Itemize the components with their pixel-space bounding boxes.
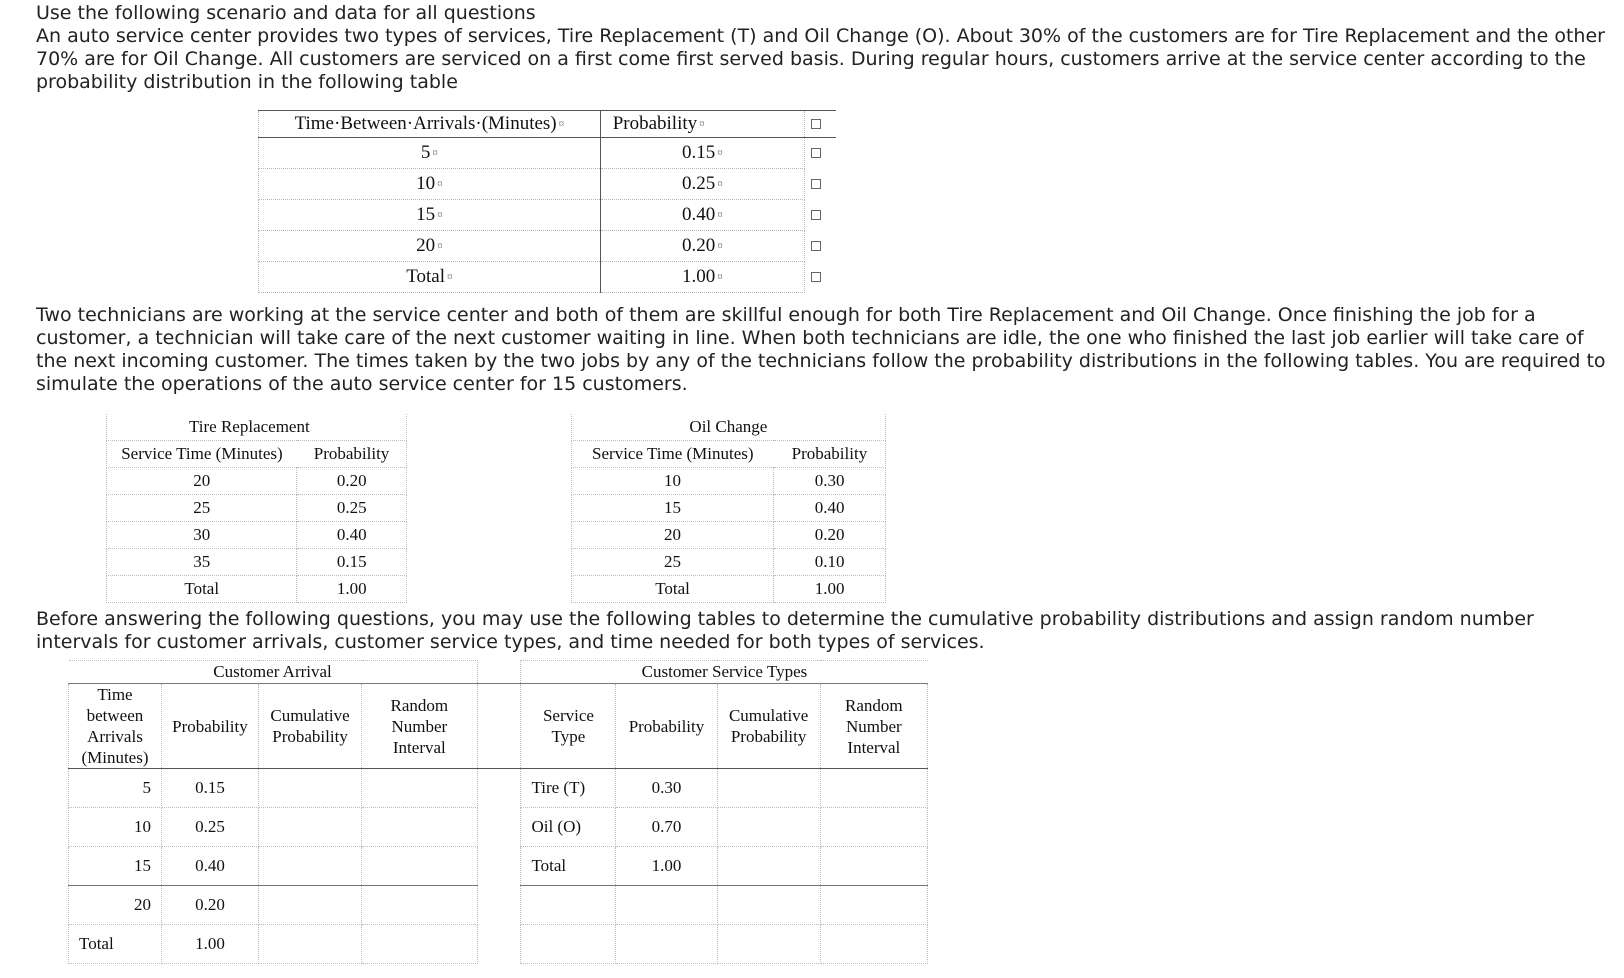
row-end-marker [811,148,821,158]
cum-arrival-cumulative-cell[interactable] [258,925,361,964]
oil-col-prob: Probability [774,441,886,468]
arrival-distribution-table [258,110,836,293]
service-cumulative-cell[interactable] [717,847,820,886]
arrival-prob: 0.25 [681,173,716,194]
oil-time: 25 [571,549,774,576]
intro-heading: Use the following scenario and data for all questions [36,2,536,24]
tire-time: 30 [107,522,297,549]
header-service-random-interval: Random Number Interval [820,684,927,769]
tire-prob: 0.40 [297,522,407,549]
table-row [69,769,928,808]
table-row [107,549,886,576]
arrival-prob: 0.15 [681,142,716,163]
row-end-marker [811,272,821,282]
cum-arrival-prob: 0.40 [161,847,258,886]
table-row: 15 ¤ 0.40 ¤ [259,200,837,231]
service-total-value: 1.00 [616,847,717,886]
table-row: 20 ¤ 0.20 ¤ [259,231,837,262]
cum-arrival-interval-cell[interactable] [362,769,477,808]
arrival-time: 10 [416,173,436,194]
table-row [107,495,886,522]
cum-arrival-cumulative-cell[interactable] [258,769,361,808]
table-row [107,468,886,495]
tire-time: 20 [107,468,297,495]
tire-total-value: 1.00 [297,576,407,603]
oil-total-value: 1.00 [774,576,886,603]
oil-col-time: Service Time (Minutes) [571,441,774,468]
arrival-total-value: 1.00 [681,266,716,287]
header-arrival-random-interval: Random Number Interval [362,684,477,769]
oil-prob: 0.30 [774,468,886,495]
table-row [69,847,928,886]
tire-time: 35 [107,549,297,576]
table-total-row: Total ¤ 1.00 ¤ [259,262,837,293]
arrival-time: 5 [420,142,431,163]
service-cumulative-cell[interactable] [717,769,820,808]
tire-time: 25 [107,495,297,522]
cum-arrival-cumulative-cell[interactable] [258,847,361,886]
tire-col-prob: Probability [297,441,407,468]
table-row [69,808,928,847]
table-row: 10 ¤ 0.25 ¤ [259,169,837,200]
tire-prob: 0.20 [297,468,407,495]
oil-time: 20 [571,522,774,549]
service-interval-cell[interactable] [820,808,927,847]
row-end-marker [811,119,821,129]
customer-arrival-title: Customer Arrival [69,661,478,684]
arrival-time: 20 [416,235,436,256]
table-row: 5 ¤ 0.15 ¤ [259,138,837,169]
cum-arrival-cumulative-cell[interactable] [258,808,361,847]
oil-prob: 0.10 [774,549,886,576]
cum-arrival-total-label: Total [69,925,162,964]
arrival-header-probability: Probability ¤ [600,111,804,138]
technicians-paragraph: Two technicians are working at the service center and both of them are skillful enough for both Tire Replacement and Oil Change. Once finishing the job for a customer, a technician will take care of the next customer waiting in line. When both technicians are idle, the one who finished the last job earlier will take care of the next incoming customer. The times taken by the two jobs by any of the technicians follow the probability distributions in the following tables. You are required to simulate the operations of the auto service center for 15 customers. [36,304,1606,395]
arrival-prob: 0.20 [681,235,716,256]
arrival-time: 15 [416,204,436,225]
cum-arrival-time: 5 [69,769,162,808]
cum-arrival-time: 20 [69,886,162,925]
cum-arrival-prob: 0.20 [161,886,258,925]
service-total-label: Total [521,847,616,886]
header-service-type: Service Type [521,684,616,769]
cumulative-tables [68,660,928,964]
oil-prob: 0.40 [774,495,886,522]
table-total-row [69,925,928,964]
cum-arrival-total-value: 1.00 [161,925,258,964]
header-arrival-cumulative: Cumulative Probability [258,684,361,769]
table-row [107,522,886,549]
header-service-probability: Probability [616,684,717,769]
intro-paragraph: An auto service center provides two types of services, Tire Replacement (T) and Oil Change (O). About 30% of the customers are for Tire Replacement and the other 70% are for Oil Change. All customers are serviced on a first come first served basis. During regular hours, customers arrive at the service center according to the probability distribution in the following table [36,25,1605,93]
tire-title: Tire Replacement [107,414,407,441]
service-type: Tire (T) [521,769,616,808]
before-text [36,608,1611,654]
cum-arrival-time: 10 [69,808,162,847]
cum-arrival-prob: 0.15 [161,769,258,808]
arrival-total-label: Total [406,266,445,287]
cum-arrival-time: 15 [69,847,162,886]
tire-prob: 0.25 [297,495,407,522]
header-arrival-probability: Probability [161,684,258,769]
customer-service-types-title: Customer Service Types [521,661,928,684]
cum-arrival-interval-cell[interactable] [362,847,477,886]
tire-prob: 0.15 [297,549,407,576]
cum-arrival-interval-cell[interactable] [362,808,477,847]
header-time-between-arrivals: Time between Arrivals (Minutes) [69,684,162,769]
arrival-prob: 0.40 [681,204,716,225]
tire-col-time: Service Time (Minutes) [107,441,297,468]
service-cumulative-cell[interactable] [717,808,820,847]
service-interval-cell[interactable] [820,769,927,808]
service-prob: 0.30 [616,769,717,808]
table-row [69,886,928,925]
oil-title: Oil Change [571,414,885,441]
service-time-tables [106,414,886,603]
oil-prob: 0.20 [774,522,886,549]
row-end-marker [811,210,821,220]
oil-total-label: Total [571,576,774,603]
technicians-text [36,304,1611,396]
table-total-row [107,576,886,603]
tire-total-label: Total [107,576,297,603]
oil-time: 10 [571,468,774,495]
service-prob: 0.70 [616,808,717,847]
before-paragraph: Before answering the following questions, you may use the following tables to determine the cumulative probability distributions and assign random number intervals for customer arrivals, customer service types, and time needed for both types of services. [36,608,1534,653]
cum-arrival-interval-cell[interactable] [362,925,477,964]
row-end-marker [811,241,821,251]
cum-arrival-cumulative-cell[interactable] [258,886,361,925]
cum-arrival-interval-cell[interactable] [362,886,477,925]
row-end-marker [811,179,821,189]
arrival-header-time: Time·Between·Arrivals·(Minutes) ¤ [259,111,601,138]
cum-arrival-prob: 0.25 [161,808,258,847]
service-type: Oil (O) [521,808,616,847]
intro-text [36,2,1611,94]
service-interval-cell[interactable] [820,847,927,886]
oil-time: 15 [571,495,774,522]
header-service-cumulative: Cumulative Probability [717,684,820,769]
